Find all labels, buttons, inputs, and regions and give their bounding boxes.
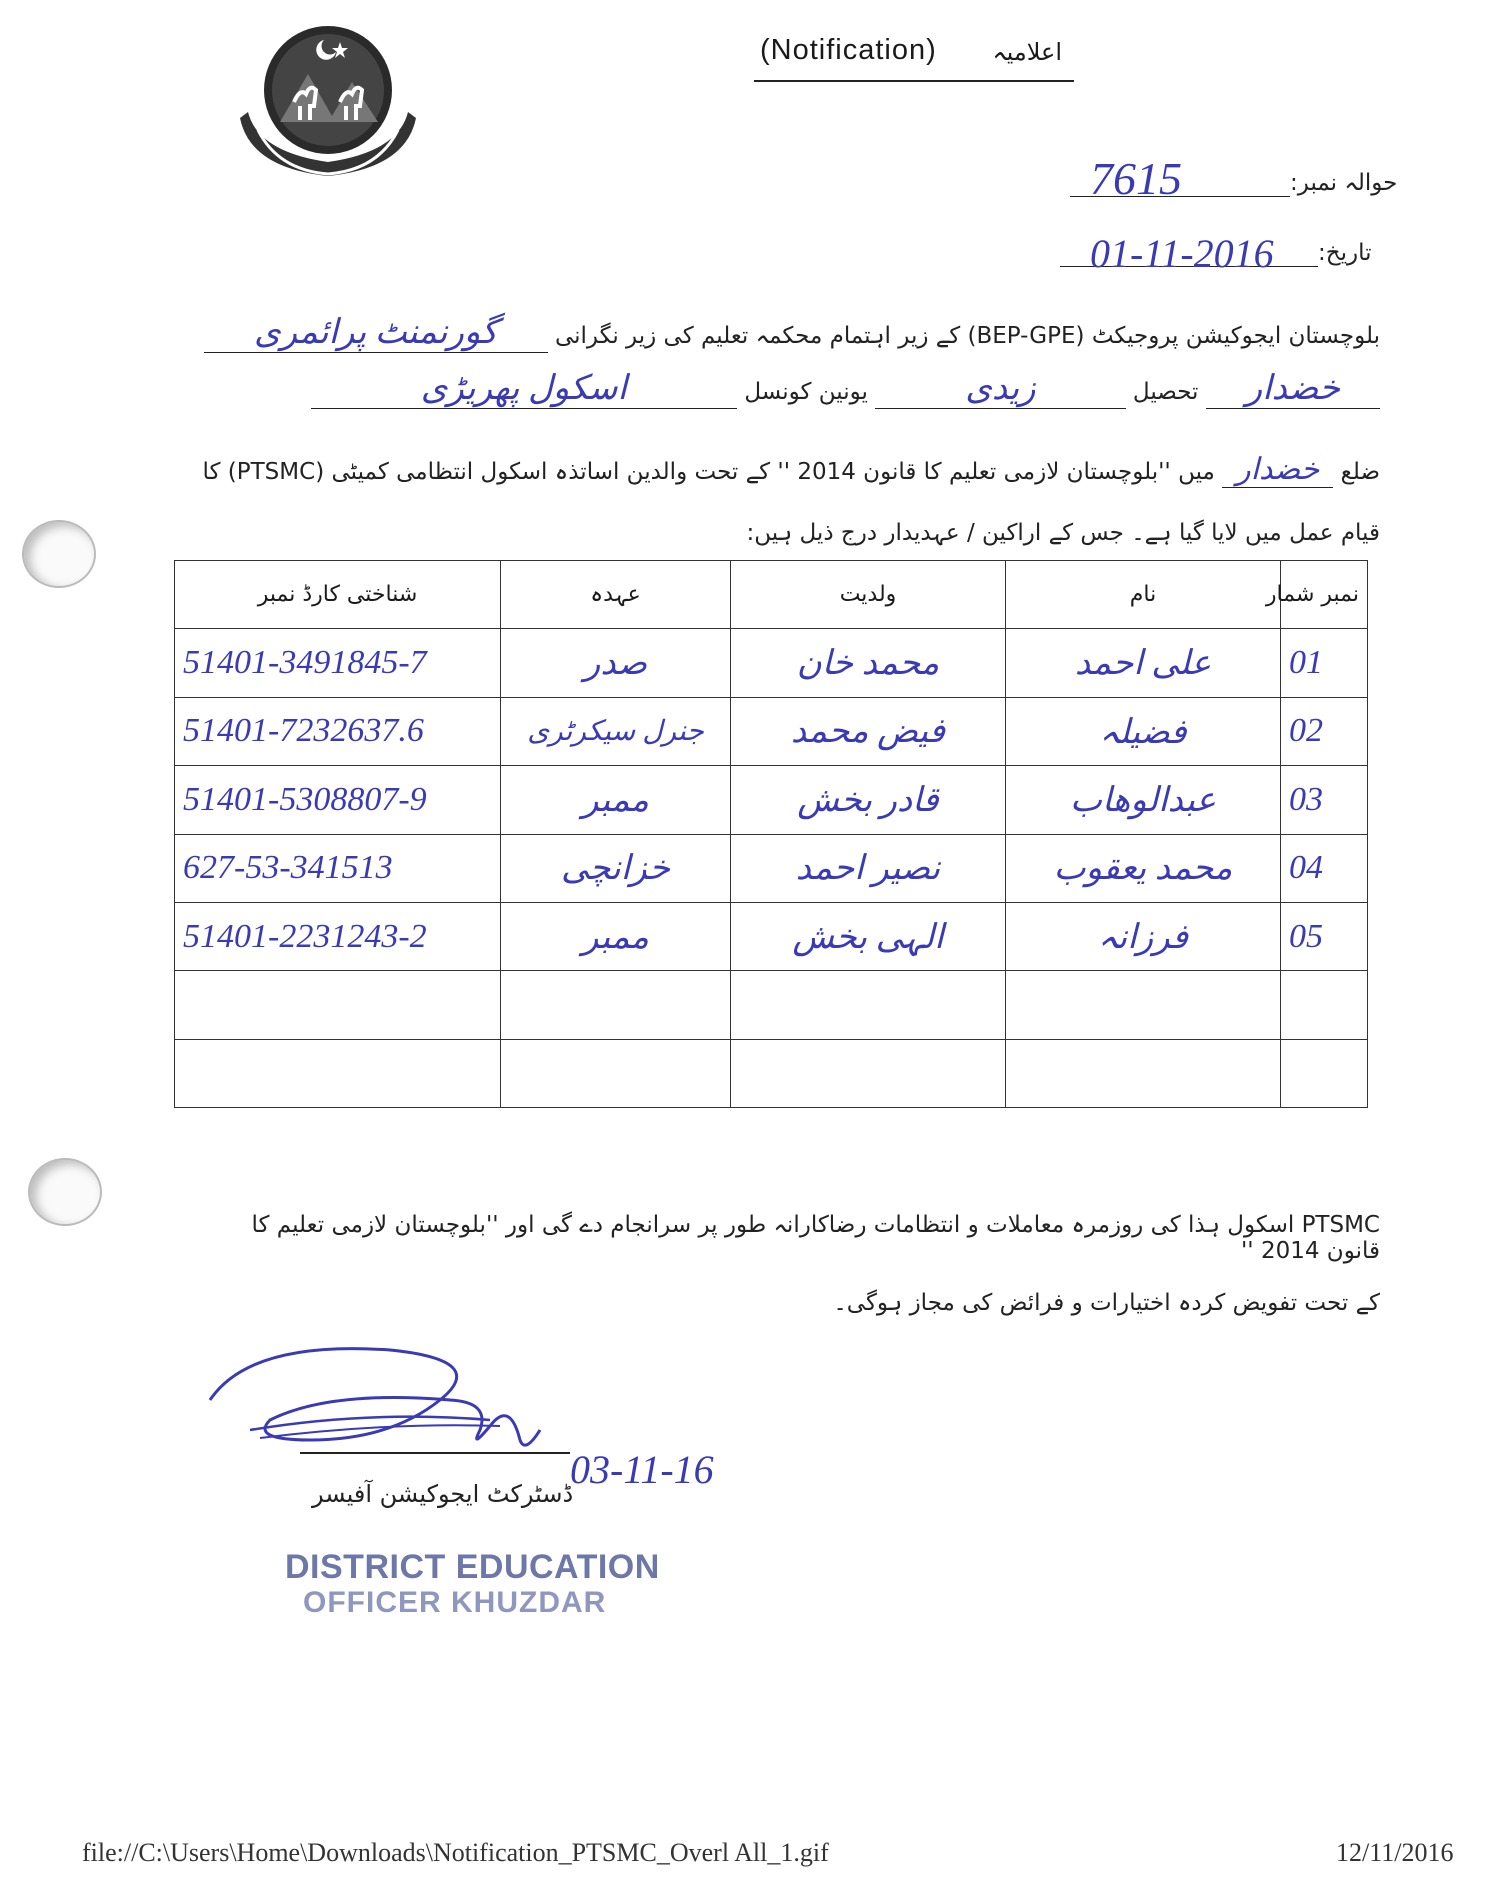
cell-father xyxy=(731,1039,1006,1107)
cell-designation xyxy=(501,1039,731,1107)
body-line-4 xyxy=(180,520,1380,560)
notification-title xyxy=(754,30,1074,82)
line3-printed: میں ''بلوچستان لازمی تعلیم کا قانون 2014 '' کے تحت والدین اساتذہ اسکول انتظامی کمیٹی (PTSMC) کا xyxy=(202,459,1215,485)
cell-cnic: 51401-3491845-7 xyxy=(175,629,501,697)
district-label: ضلع xyxy=(1340,459,1380,485)
reference-label: حوالہ نمبر: xyxy=(1290,170,1398,196)
cell-serial: 02 xyxy=(1281,697,1368,765)
cell-designation: جنرل سیکرٹری xyxy=(501,697,731,765)
cell-designation: خزانچی xyxy=(501,834,731,902)
tehsil-fill: خضدار xyxy=(1206,368,1380,409)
body-line-2 xyxy=(180,368,1380,408)
cell-name: علی احمد xyxy=(1006,629,1281,697)
header-serial: نمبر شمار xyxy=(1281,561,1368,629)
cell-father: قادر بخش xyxy=(731,766,1006,834)
cell-designation: ممبر xyxy=(501,766,731,834)
members-table xyxy=(174,560,1368,1108)
line1-printed: بلوچستان ایجوکیشن پروجیکٹ (BEP-GPE) کے زیر اہتمام محکمہ تعلیم کی زیر نگرانی xyxy=(554,323,1380,349)
government-emblem-icon xyxy=(228,12,428,192)
table-row xyxy=(175,629,1368,697)
file-path: file://C:\Users\Home\Downloads\Notification_PTSMC_Overl All_1.gif xyxy=(82,1838,829,1867)
cell-serial: 03 xyxy=(1281,766,1368,834)
cell-cnic: 51401-2231243-2 xyxy=(175,902,501,970)
cell-serial xyxy=(1281,1039,1368,1107)
header-name: نام xyxy=(1006,561,1281,629)
title-urdu: اعلامیہ xyxy=(992,38,1062,66)
cell-serial: 04 xyxy=(1281,834,1368,902)
header-cnic: شناختی کارڈ نمبر xyxy=(175,561,501,629)
signature-line xyxy=(300,1452,570,1454)
cell-father: نصیر احمد xyxy=(731,834,1006,902)
table-row xyxy=(175,1039,1368,1107)
table-row xyxy=(175,766,1368,834)
table-row xyxy=(175,902,1368,970)
school-type-fill: گورنمنٹ پرائمری xyxy=(204,312,548,353)
cell-father xyxy=(731,971,1006,1039)
title-english: (Notification) xyxy=(760,34,937,66)
cell-cnic: 51401-5308807-9 xyxy=(175,766,501,834)
date-label: تاریخ: xyxy=(1318,240,1372,266)
cell-name xyxy=(1006,1039,1281,1107)
cell-cnic xyxy=(175,1039,501,1107)
line4-printed: قیام عمل میں لایا گیا ہے۔ جس کے اراکین / عہدیدار درج ذیل ہیں: xyxy=(746,520,1380,546)
cell-serial: 05 xyxy=(1281,902,1368,970)
signature-date: 03-11-16 xyxy=(570,1447,714,1492)
cell-name: محمد یعقوب xyxy=(1006,834,1281,902)
cell-cnic: 51401-7232637.6 xyxy=(175,697,501,765)
union-council-label: یونین کونسل xyxy=(744,379,868,405)
reference-number: 7615 xyxy=(1090,153,1182,204)
cell-name: عبدالوھاب xyxy=(1006,766,1281,834)
cell-name: فرزانہ xyxy=(1006,902,1281,970)
body-line-1 xyxy=(180,312,1380,352)
punch-hole-icon xyxy=(28,1158,102,1226)
header-designation: عہدہ xyxy=(501,561,731,629)
header-father: ولدیت xyxy=(731,561,1006,629)
cell-serial xyxy=(1281,971,1368,1039)
closing-paragraph-line-1: PTSMC اسکول ہذا کی روزمرہ معاملات و انتظامات رضاکارانہ طور پر سرانجام دے گی اور ''بلوچستان لازمی تعلیم کا قانون 2014 '' xyxy=(251,1212,1380,1264)
officer-title-urdu: ڈسٹرکٹ ایجوکیشن آفیسر xyxy=(312,1480,574,1508)
table-row xyxy=(175,697,1368,765)
print-date: 12/11/2016 xyxy=(1336,1838,1454,1867)
cell-designation: صدر xyxy=(501,629,731,697)
cell-cnic: 627-53-341513 xyxy=(175,834,501,902)
body-line-3 xyxy=(180,452,1380,492)
table-header-row xyxy=(175,561,1368,629)
cell-father: فیض محمد xyxy=(731,697,1006,765)
cell-designation: ممبر xyxy=(501,902,731,970)
table-row xyxy=(175,834,1368,902)
union-council-fill: زیدی xyxy=(875,368,1125,409)
cell-father: محمد خان xyxy=(731,629,1006,697)
cell-name: فضیلہ xyxy=(1006,697,1281,765)
cell-name xyxy=(1006,971,1281,1039)
stamp-line-1: DISTRICT EDUCATION xyxy=(285,1548,660,1586)
tehsil-label: تحصیل xyxy=(1132,379,1199,405)
stamp-line-2: OFFICER KHUZDAR xyxy=(303,1586,607,1619)
signature-icon xyxy=(190,1330,590,1490)
cell-serial: 01 xyxy=(1281,629,1368,697)
closing-paragraph-line-2: کے تحت تفویض کردہ اختیارات و فرائض کی مجاز ہوگی۔ xyxy=(833,1290,1380,1316)
cell-cnic xyxy=(175,971,501,1039)
cell-designation xyxy=(501,971,731,1039)
school-name-fill: اسکول پھریڑی xyxy=(311,368,737,409)
punch-hole-icon xyxy=(22,520,96,588)
date-value: 01-11-2016 xyxy=(1090,231,1274,276)
cell-father: الہی بخش xyxy=(731,902,1006,970)
table-row xyxy=(175,971,1368,1039)
district-fill: خضدار xyxy=(1222,452,1333,488)
